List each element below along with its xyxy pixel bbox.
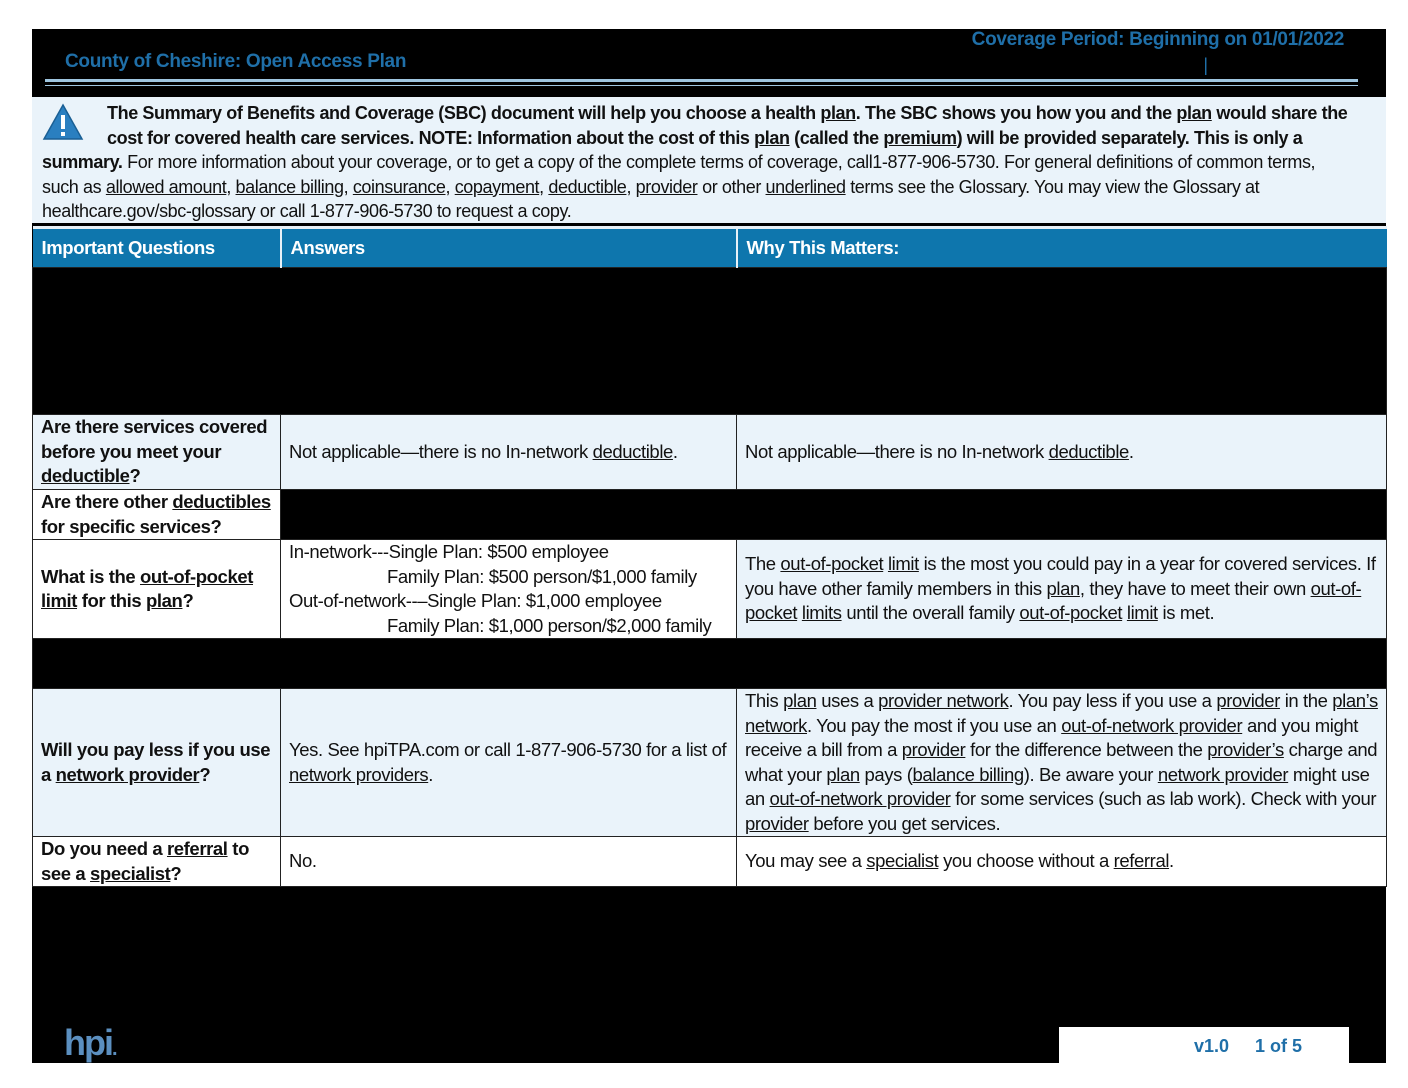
glossary-link-copayment[interactable]: copayment	[454, 176, 540, 197]
glossary-link-plan[interactable]: plan	[826, 763, 860, 785]
glossary-link-deductibles[interactable]: deductibles	[172, 491, 271, 512]
table-row	[33, 540, 1387, 639]
glossary-link-specialist[interactable]: specialist	[866, 850, 939, 872]
notice-glossary-terms: such as allowed amount, balance billing, coinsurance, copayment, deductible, provider or other underlined terms see the Glossary. You may view the Glossary at	[42, 176, 1260, 197]
question-cell: Are there other deductibles for specific services?	[33, 490, 281, 540]
glossary-link-provider-network[interactable]: provider network	[878, 690, 1009, 711]
glossary-link-coinsurance[interactable]: coinsurance	[352, 176, 446, 197]
notice-intro: The Summary of Benefits and Coverage (SBC) document will help you choose a health plan. The SBC shows you how you and the plan would share the	[107, 103, 1348, 123]
glossary-link-plan[interactable]: plan	[1176, 103, 1212, 123]
glossary-link-balance-billing[interactable]: balance billing	[912, 763, 1024, 785]
glossary-link-deductible[interactable]: deductible	[548, 176, 627, 197]
glossary-link-out-of-pocket[interactable]: out-of-pocket	[140, 565, 253, 587]
table-row	[33, 415, 1387, 490]
table-header-row	[33, 228, 1387, 268]
plan-name: County of Cheshire: Open Access Plan	[65, 51, 407, 72]
glossary-link-referral[interactable]: referral	[1113, 850, 1170, 872]
glossary-link-limit[interactable]: limit	[1126, 602, 1158, 624]
answer-cell: Yes. See hpiTPA.com or call 1-877-906-5730 for a list of network providers.	[281, 689, 737, 837]
glossary-link-out-of-network-provider[interactable]: out-of-network provider	[769, 788, 951, 809]
document-page	[32, 29, 1386, 1063]
glossary-link-network-provider[interactable]: network provider	[55, 763, 200, 785]
glossary-link-out-of-pocket[interactable]: out-of-pocket	[745, 577, 1362, 624]
answer-cell: Not applicable—there is no In-network deductible.	[281, 415, 737, 490]
redacted-cell	[281, 490, 1387, 540]
glossary-link-out-of-pocket[interactable]: out-of-pocket	[1019, 602, 1123, 624]
warning-triangle-icon	[42, 103, 84, 141]
glossary-link-limit[interactable]: limit	[887, 553, 919, 575]
glossary-link-provider[interactable]: provider	[901, 739, 966, 760]
answer-cell: No.	[281, 837, 737, 887]
hpi-logo: hpi.	[64, 1022, 116, 1063]
notice-glossary-url: healthcare.gov/sbc-glossary or call 1-877-906-5730 to request a copy.	[42, 201, 572, 221]
question-cell: Will you pay less if you use a network provider?	[33, 689, 281, 837]
why-cell: This plan uses a provider network. You pay less if you use a provider in the plan’s network. You pay the most if you use an out-of-network provider and you might receive a bill from a provider for the difference between the provider’s charge and what your plan pays (balance billing). Be aware your network provider might use an out-of-network provider for some services (such as lab work). Check with your provider before you get services.	[737, 689, 1387, 837]
glossary-link-plan[interactable]: plan	[783, 690, 817, 711]
glossary-link-deductible[interactable]: deductible	[1048, 440, 1129, 462]
redacted-row	[33, 639, 1387, 689]
notice-details: summary. For more information about your coverage, or to get a copy of the complete terms of coverage, call1-877-906-5730. For general definitions of common terms,	[42, 152, 1316, 172]
page-number: 1 of 5	[1255, 1036, 1303, 1056]
table-row	[33, 689, 1387, 837]
why-cell: The out-of-pocket limit is the most you could pay in a year for covered services. If you have other family members in this plan, they have to meet their own out-of-pocket limits until the overall family out-of-pocket limit is met.	[737, 540, 1387, 639]
glossary-link-out-of-pocket[interactable]: out-of-pocket	[780, 553, 884, 575]
glossary-link-plan[interactable]: plan	[1046, 577, 1080, 599]
version-label: v1.0	[1194, 1036, 1230, 1056]
glossary-link-premium[interactable]: premium	[883, 127, 957, 148]
column-header-questions: Important Questions	[33, 228, 281, 268]
glossary-link-underlined[interactable]: underlined	[765, 176, 846, 197]
glossary-link-provider[interactable]: provider	[635, 176, 698, 197]
important-questions-table	[32, 226, 1387, 887]
glossary-link-balance-billing[interactable]: balance billing	[235, 176, 344, 197]
glossary-link-referral[interactable]: referral	[166, 838, 228, 859]
answer-cell: In-network---Single Plan: $500 employee Family Plan: $500 person/$1,000 family Out-of-network--–Single Plan: $1,000 employee Family Plan: $1,000 person/$2,000 family	[281, 540, 737, 639]
question-cell: Do you need a referral to see a specialist?	[33, 837, 281, 887]
glossary-link-deductible[interactable]: deductible	[41, 465, 130, 487]
table-row	[33, 490, 1387, 540]
header-rule-thin	[45, 85, 1358, 86]
glossary-link-plans-network[interactable]: plan’s network	[745, 690, 1378, 736]
column-header-why: Why This Matters:	[737, 228, 1387, 268]
question-cell: Are there services covered before you meet your deductible?	[33, 415, 281, 490]
glossary-link-limits[interactable]: limits	[801, 602, 842, 624]
redacted-row	[33, 268, 1387, 415]
glossary-link-providers[interactable]: provider’s	[1207, 739, 1284, 760]
column-header-answers: Answers	[281, 228, 737, 268]
notice-intro-2: cost for covered health care services. NOTE: Information about the cost of this plan (called the premium) will be provided separately. This is only a	[107, 127, 1303, 148]
glossary-link-provider[interactable]: provider	[745, 812, 809, 834]
glossary-link-plan[interactable]: plan	[146, 590, 183, 611]
table-row	[33, 837, 1387, 887]
question-cell: What is the out-of-pocket limit for this plan?	[33, 540, 281, 639]
glossary-link-network-provider[interactable]: network provider	[1157, 763, 1289, 785]
glossary-link-out-of-network-provider[interactable]: out-of-network provider	[1061, 714, 1243, 736]
redacted-cell	[33, 639, 1387, 689]
why-cell: Not applicable—there is no In-network deductible.	[737, 415, 1387, 490]
glossary-link-limit[interactable]: limit	[41, 590, 78, 611]
coverage-period: Coverage Period: Beginning on 01/01/2022	[971, 29, 1344, 50]
redacted-cell	[33, 268, 1387, 415]
glossary-link-plan[interactable]: plan	[820, 103, 856, 123]
header-separator: |	[1203, 55, 1208, 75]
why-cell: You may see a specialist you choose without a referral.	[737, 837, 1387, 887]
glossary-link-provider[interactable]: provider	[1216, 690, 1280, 711]
glossary-link-network-providers[interactable]: network providers	[289, 763, 429, 785]
sbc-notice	[32, 97, 1386, 223]
glossary-link-deductible[interactable]: deductible	[592, 440, 673, 462]
glossary-link-plan[interactable]: plan	[754, 127, 790, 148]
glossary-link-allowed-amount[interactable]: allowed amount	[105, 176, 227, 197]
header-rule	[45, 79, 1358, 82]
glossary-link-specialist[interactable]: specialist	[90, 862, 171, 884]
